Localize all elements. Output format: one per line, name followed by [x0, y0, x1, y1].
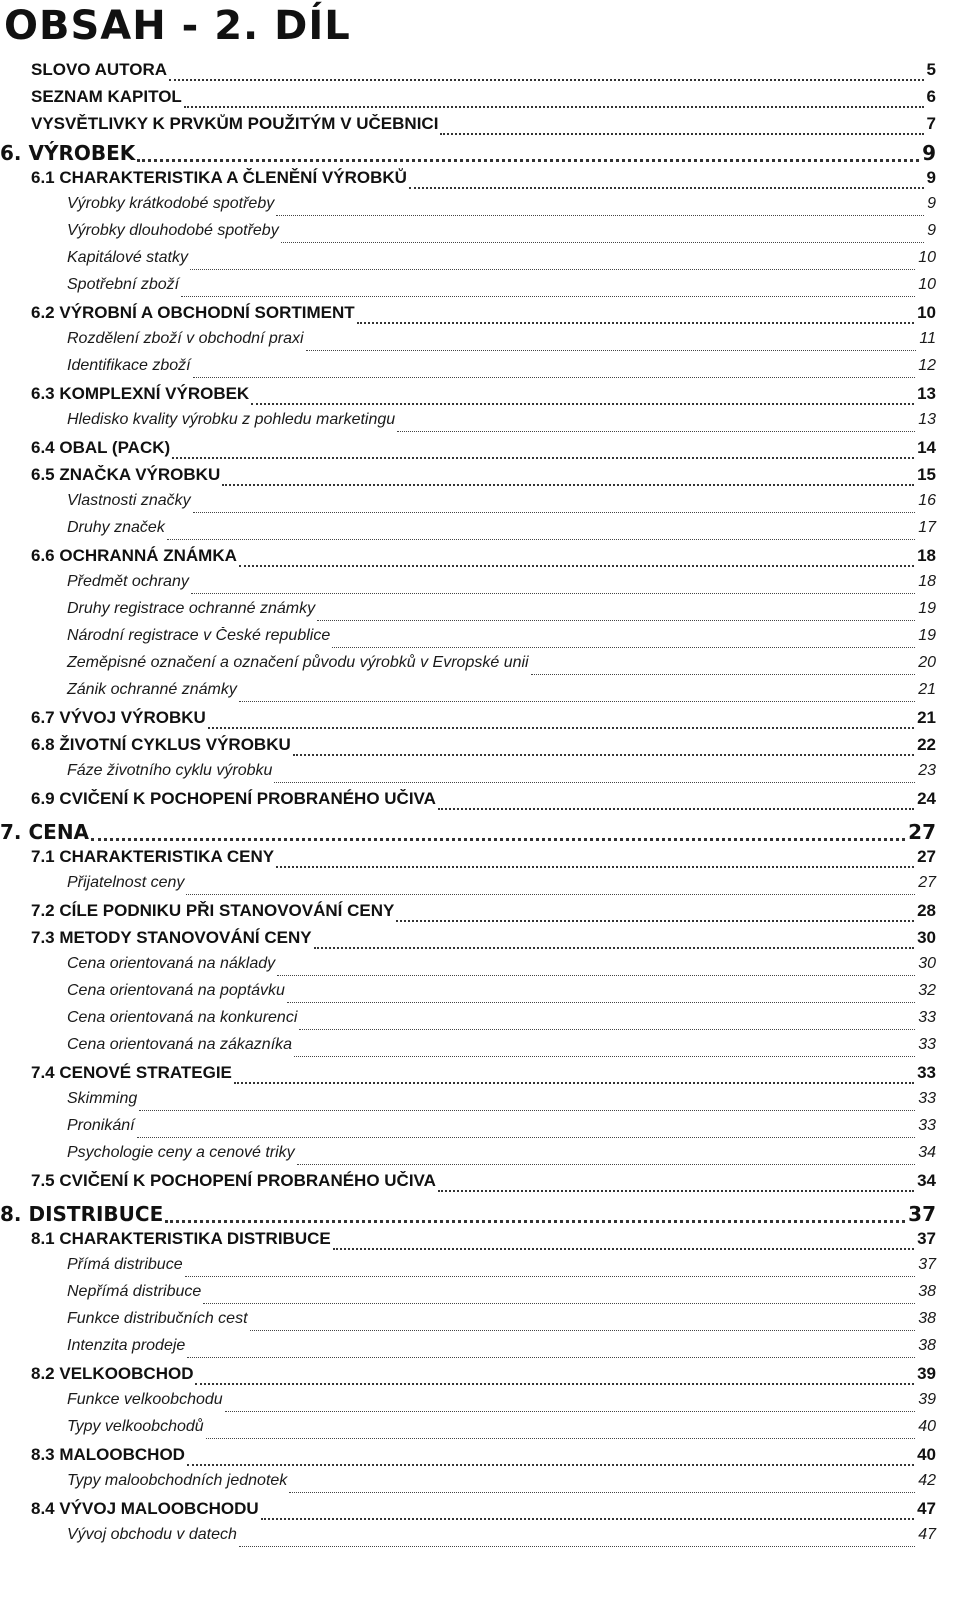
toc-entry-page-number: 6	[926, 87, 936, 106]
toc-entry-page-number: 23	[918, 762, 936, 779]
toc-entry-page-number: 5	[926, 60, 936, 79]
dot-leader	[409, 187, 924, 189]
toc-entry-top	[0, 114, 960, 141]
toc-entry-page-number: 37	[917, 1229, 936, 1248]
toc-entry-page-number: 39	[917, 1364, 936, 1383]
dot-leader	[294, 1056, 915, 1057]
toc-entry-page-number: 16	[918, 492, 936, 509]
toc-entry-page-number: 37	[918, 1256, 936, 1273]
toc-entry-page-number: 18	[917, 546, 936, 565]
toc-entry-title: 7.5 CVIČENÍ K POCHOPENÍ PROBRANÉHO UČIVA	[31, 1171, 436, 1190]
dot-leader	[206, 1438, 916, 1439]
toc-entry-page-number: 37	[908, 1202, 936, 1226]
toc-entry-title: Rozdělení zboží v obchodní praxi	[67, 330, 304, 347]
dot-leader	[397, 431, 915, 432]
toc-entry-section	[0, 789, 960, 816]
toc-entry-title: Funkce velkoobchodu	[67, 1391, 223, 1408]
toc-entry-title: 6.8 ŽIVOTNÍ CYKLUS VÝROBKU	[31, 735, 291, 754]
dot-leader	[208, 727, 914, 729]
toc-entry-page-number: 28	[917, 901, 936, 920]
toc-entry-section	[0, 708, 960, 735]
toc-entry-section	[0, 1171, 960, 1198]
dot-leader	[195, 1383, 914, 1385]
dot-leader	[139, 1110, 915, 1111]
toc-entry-title: 6.7 VÝVOJ VÝROBKU	[31, 708, 206, 727]
dot-leader	[289, 1492, 915, 1493]
toc-entry-sub	[0, 1090, 960, 1117]
toc-entry-sub	[0, 1418, 960, 1445]
dot-leader	[297, 1164, 916, 1165]
toc-entry-page-number: 19	[918, 600, 936, 617]
toc-entry-page-number: 20	[918, 654, 936, 671]
toc-entry-sub	[0, 1283, 960, 1310]
toc-entry-section	[0, 847, 960, 874]
dot-leader	[222, 484, 914, 486]
toc-entry-title: 6.6 OCHRANNÁ ZNÁMKA	[31, 546, 237, 565]
toc-entry-section	[0, 1445, 960, 1472]
toc-entry-page-number: 27	[918, 874, 936, 891]
toc-entry-sub	[0, 982, 960, 1009]
toc-entry-section	[0, 1364, 960, 1391]
toc-entry-top	[0, 87, 960, 114]
dot-leader	[281, 242, 924, 243]
toc-entry-page-number: 27	[917, 847, 936, 866]
toc-entry-title: 7. CENA	[0, 820, 90, 844]
toc-entry-sub	[0, 874, 960, 901]
toc-entry-section	[0, 928, 960, 955]
toc-entry-sub	[0, 573, 960, 600]
dot-leader	[287, 1002, 915, 1003]
dot-leader	[191, 593, 915, 594]
dot-leader	[185, 1276, 916, 1277]
dot-leader	[239, 1546, 915, 1547]
toc-entry-title: Cena orientovaná na konkurenci	[67, 1009, 298, 1026]
toc-entry-sub	[0, 955, 960, 982]
dot-leader	[167, 539, 915, 540]
toc-entry-page-number: 9	[927, 195, 936, 212]
toc-entry-section	[0, 735, 960, 762]
toc-entry-page-number: 33	[918, 1036, 936, 1053]
toc-entry-title: 8.3 MALOOBCHOD	[31, 1445, 185, 1464]
toc-entry-sub	[0, 1144, 960, 1171]
toc-entry-title: Cena orientovaná na poptávku	[67, 982, 285, 999]
toc-entry-title: 8.2 VELKOOBCHOD	[31, 1364, 194, 1383]
dot-leader	[438, 1190, 914, 1192]
toc-entry-top	[0, 60, 960, 87]
toc-entry-page-number: 24	[917, 789, 936, 808]
toc-entry-title: Druhy registrace ochranné známky	[67, 600, 316, 617]
toc-entry-page-number: 40	[917, 1445, 936, 1464]
toc-entry-page-number: 27	[908, 820, 936, 844]
dot-leader	[531, 674, 916, 675]
toc-entry-page-number: 21	[918, 681, 936, 698]
toc-entry-page-number: 15	[917, 465, 936, 484]
toc-entry-title: Hledisko kvality výrobku z pohledu marketingu	[67, 411, 396, 428]
toc-entry-chapter	[0, 141, 960, 168]
toc-entry-page-number: 38	[918, 1283, 936, 1300]
toc-entry-sub	[0, 330, 960, 357]
toc-entry-sub	[0, 681, 960, 708]
toc-entry-sub	[0, 222, 960, 249]
toc-entry-sub	[0, 654, 960, 681]
dot-leader	[234, 1082, 914, 1084]
toc-entry-page-number: 19	[918, 627, 936, 644]
table-of-contents	[0, 60, 960, 1553]
dot-leader	[137, 1137, 916, 1138]
dot-leader	[276, 866, 914, 868]
dot-leader	[137, 159, 919, 162]
toc-entry-page-number: 18	[918, 573, 936, 590]
toc-entry-title: 8.1 CHARAKTERISTIKA DISTRIBUCE	[31, 1229, 331, 1248]
dot-leader	[187, 1464, 914, 1466]
toc-entry-page-number: 42	[918, 1472, 936, 1489]
toc-entry-title: SLOVO AUTORA	[31, 60, 168, 79]
dot-leader	[396, 920, 914, 922]
toc-entry-page-number: 10	[917, 303, 936, 322]
toc-entry-sub	[0, 1337, 960, 1364]
toc-entry-section	[0, 1229, 960, 1256]
toc-entry-page-number: 47	[917, 1499, 936, 1518]
toc-entry-page-number: 33	[918, 1009, 936, 1026]
dot-leader	[250, 1330, 916, 1331]
dot-leader	[293, 754, 914, 756]
toc-entry-sub	[0, 600, 960, 627]
toc-entry-sub	[0, 1526, 960, 1553]
toc-entry-title: Typy velkoobchodů	[67, 1418, 204, 1435]
dot-leader	[172, 457, 914, 459]
toc-entry-title: Výrobky krátkodobé spotřeby	[67, 195, 275, 212]
toc-entry-title: 6.5 ZNAČKA VÝROBKU	[31, 465, 221, 484]
toc-entry-title: 8.4 VÝVOJ MALOOBCHODU	[31, 1499, 259, 1518]
toc-entry-title: SEZNAM KAPITOL	[31, 87, 182, 106]
toc-entry-sub	[0, 762, 960, 789]
dot-leader	[274, 782, 915, 783]
toc-entry-title: Národní registrace v České republice	[67, 627, 331, 644]
toc-entry-title: 8. DISTRIBUCE	[0, 1202, 164, 1226]
toc-entry-title: 7.4 CENOVÉ STRATEGIE	[31, 1063, 232, 1082]
toc-entry-chapter	[0, 1202, 960, 1229]
toc-entry-section	[0, 546, 960, 573]
page-title: OBSAH - 2. DÍL	[4, 3, 351, 49]
toc-entry-title: 7.3 METODY STANOVOVÁNÍ CENY	[31, 928, 312, 947]
toc-entry-page-number: 30	[917, 928, 936, 947]
toc-entry-sub	[0, 519, 960, 546]
toc-entry-title: Skimming	[67, 1090, 138, 1107]
toc-entry-sub	[0, 1310, 960, 1337]
toc-entry-page-number: 11	[919, 330, 936, 347]
dot-leader	[169, 79, 924, 81]
toc-entry-sub	[0, 195, 960, 222]
dot-leader	[193, 512, 916, 513]
toc-entry-title: Identifikace zboží	[67, 357, 191, 374]
dot-leader	[225, 1411, 916, 1412]
dot-leader	[357, 322, 914, 324]
toc-entry-sub	[0, 249, 960, 276]
dot-leader	[438, 808, 914, 810]
toc-entry-title: Druhy značek	[67, 519, 165, 536]
toc-entry-page-number: 14	[917, 438, 936, 457]
toc-entry-page-number: 22	[917, 735, 936, 754]
toc-entry-title: Fáze životního cyklu výrobku	[67, 762, 273, 779]
toc-entry-page-number: 39	[918, 1391, 936, 1408]
toc-entry-page-number: 30	[918, 955, 936, 972]
toc-entry-page-number: 34	[918, 1144, 936, 1161]
toc-entry-sub	[0, 357, 960, 384]
toc-entry-page-number: 34	[917, 1171, 936, 1190]
dot-leader	[332, 647, 915, 648]
toc-entry-page-number: 33	[918, 1117, 936, 1134]
toc-entry-title: 6.2 VÝROBNÍ A OBCHODNÍ SORTIMENT	[31, 303, 355, 322]
toc-entry-title: Zánik ochranné známky	[67, 681, 237, 698]
toc-entry-page-number: 17	[918, 519, 936, 536]
toc-entry-page-number: 21	[917, 708, 936, 727]
toc-entry-title: Funkce distribučních cest	[67, 1310, 248, 1327]
toc-entry-title: Vývoj obchodu v datech	[67, 1526, 237, 1543]
dot-leader	[190, 269, 915, 270]
toc-entry-page-number: 13	[917, 384, 936, 403]
toc-entry-page-number: 38	[918, 1310, 936, 1327]
toc-entry-section	[0, 901, 960, 928]
toc-entry-title: Předmět ochrany	[67, 573, 189, 590]
toc-entry-page-number: 13	[918, 411, 936, 428]
toc-entry-title: Kapitálové statky	[67, 249, 188, 266]
toc-entry-title: 6.9 CVIČENÍ K POCHOPENÍ PROBRANÉHO UČIVA	[31, 789, 436, 808]
dot-leader	[306, 350, 917, 351]
dot-leader	[261, 1518, 914, 1520]
toc-entry-sub	[0, 1117, 960, 1144]
toc-entry-page-number: 9	[926, 168, 936, 187]
toc-entry-title: 6. VÝROBEK	[0, 141, 136, 165]
toc-entry-page-number: 9	[922, 141, 936, 165]
toc-entry-title: Cena orientovaná na zákazníka	[67, 1036, 293, 1053]
dot-leader	[277, 975, 915, 976]
dot-leader	[314, 947, 915, 949]
toc-entry-sub	[0, 1256, 960, 1283]
toc-entry-title: Vlastnosti značky	[67, 492, 191, 509]
toc-entry-title: VYSVĚTLIVKY K PRVKŮM POUŽITÝM V UČEBNICI	[31, 114, 439, 133]
dot-leader	[187, 1357, 915, 1358]
toc-entry-section	[0, 465, 960, 492]
toc-entry-page-number: 10	[918, 276, 936, 293]
toc-entry-sub	[0, 627, 960, 654]
toc-entry-title: 6.3 KOMPLEXNÍ VÝROBEK	[31, 384, 250, 403]
dot-leader	[184, 106, 924, 108]
toc-entry-chapter	[0, 820, 960, 847]
dot-leader	[203, 1303, 915, 1304]
toc-entry-section	[0, 1063, 960, 1090]
toc-entry-page-number: 33	[918, 1090, 936, 1107]
toc-entry-title: Intenzita prodeje	[67, 1337, 186, 1354]
dot-leader	[333, 1248, 914, 1250]
toc-entry-title: 7.2 CÍLE PODNIKU PŘI STANOVOVÁNÍ CENY	[31, 901, 395, 920]
dot-leader	[239, 565, 914, 567]
toc-entry-sub	[0, 1472, 960, 1499]
toc-entry-page-number: 40	[918, 1418, 936, 1435]
dot-leader	[181, 296, 915, 297]
toc-entry-sub	[0, 1391, 960, 1418]
toc-entry-title: Psychologie ceny a cenové triky	[67, 1144, 295, 1161]
dot-leader	[251, 403, 914, 405]
toc-entry-sub	[0, 1036, 960, 1063]
toc-entry-section	[0, 438, 960, 465]
dot-leader	[440, 133, 923, 135]
toc-entry-page-number: 10	[918, 249, 936, 266]
toc-entry-title: Výrobky dlouhodobé spotřeby	[67, 222, 279, 239]
toc-entry-title: Přijatelnost ceny	[67, 874, 185, 891]
toc-entry-page-number: 32	[918, 982, 936, 999]
toc-entry-title: Cena orientovaná na náklady	[67, 955, 276, 972]
toc-entry-sub	[0, 1009, 960, 1036]
dot-leader	[239, 701, 915, 702]
toc-entry-section	[0, 303, 960, 330]
dot-leader	[276, 215, 924, 216]
toc-entry-page-number: 38	[918, 1337, 936, 1354]
dot-leader	[186, 894, 915, 895]
toc-entry-page-number: 33	[917, 1063, 936, 1082]
toc-entry-page-number: 47	[918, 1526, 936, 1543]
toc-entry-title: 6.4 OBAL (PACK)	[31, 438, 171, 457]
toc-entry-section	[0, 168, 960, 195]
toc-entry-section	[0, 1499, 960, 1526]
toc-entry-title: Přímá distribuce	[67, 1256, 183, 1273]
toc-entry-title: 6.1 CHARAKTERISTIKA A ČLENĚNÍ VÝROBKŮ	[31, 168, 407, 187]
toc-entry-title: Nepřímá distribuce	[67, 1283, 202, 1300]
toc-entry-page-number: 12	[918, 357, 936, 374]
dot-leader	[91, 838, 905, 841]
toc-entry-title: Spotřební zboží	[67, 276, 180, 293]
toc-entry-sub	[0, 411, 960, 438]
toc-entry-sub	[0, 492, 960, 519]
toc-entry-title: 7.1 CHARAKTERISTIKA CENY	[31, 847, 275, 866]
dot-leader	[165, 1220, 905, 1223]
toc-entry-title: Typy maloobchodních jednotek	[67, 1472, 288, 1489]
toc-entry-title: Pronikání	[67, 1117, 135, 1134]
dot-leader	[317, 620, 915, 621]
toc-entry-section	[0, 384, 960, 411]
dot-leader	[299, 1029, 915, 1030]
dot-leader	[193, 377, 916, 378]
toc-entry-page-number: 7	[926, 114, 936, 133]
toc-entry-title: Zeměpisné označení a označení původu výrobků v Evropské unii	[67, 654, 529, 671]
toc-entry-page-number: 9	[927, 222, 936, 239]
toc-entry-sub	[0, 276, 960, 303]
